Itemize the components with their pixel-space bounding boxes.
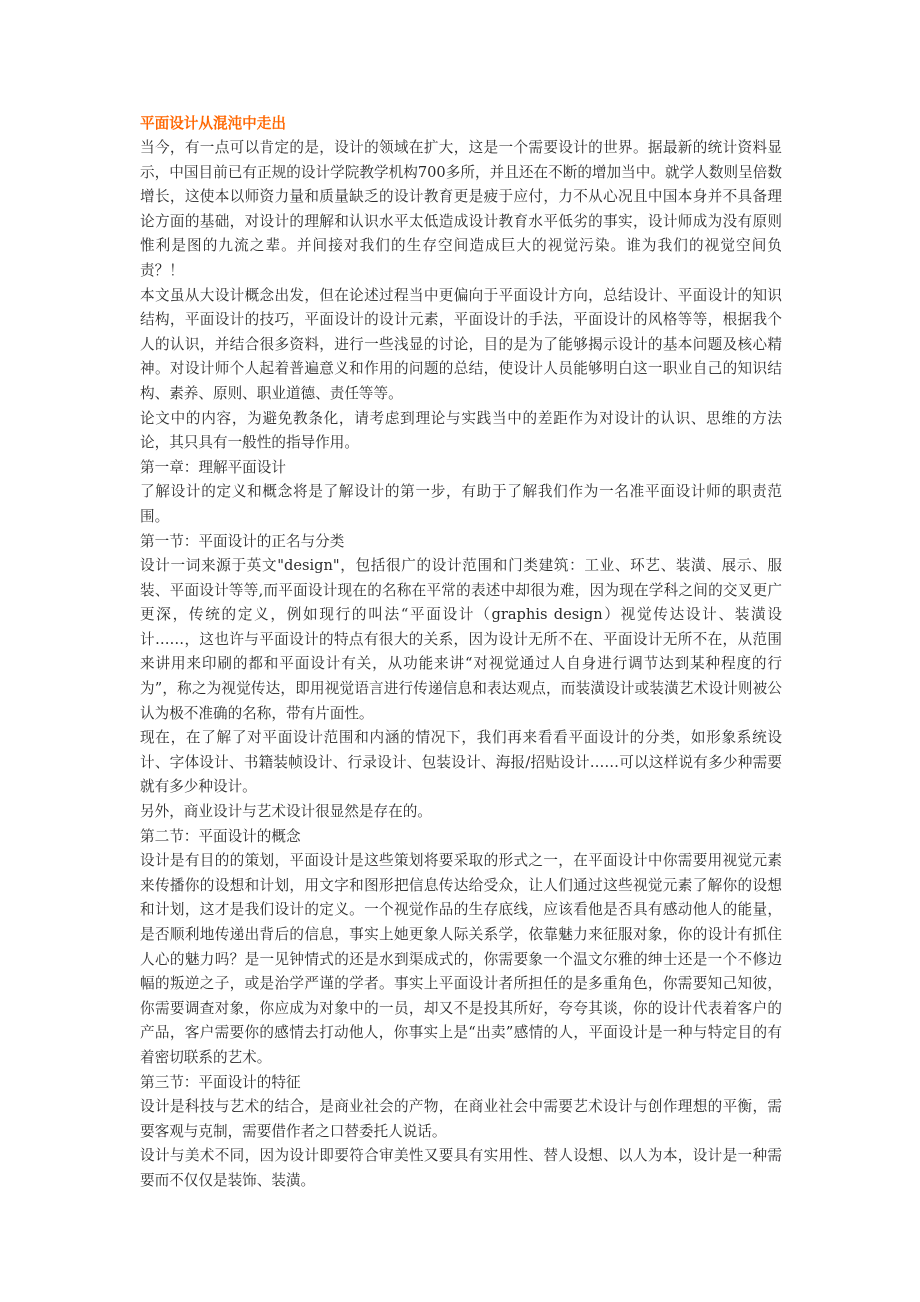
section-heading: 第一节：平面设计的正名与分类 [140, 532, 345, 550]
paragraph: 本文虽从大设计概念出发，但在论述过程当中更偏向于平面设计方向，总结设计、平面设计的知识结构，平面设计的技巧，平面设计的设计元素，平面设计的手法，平面设计的风格等等，根据我个人的认识，并结合很多资料，进行一些浅显的讨论，目的是为了能够揭示设计的基本问题及核心精神。对设计师个人起着普遍意义和作用的问题的总结，使设计人员能够明白这一职业自己的知识结构、素养、原则、职业道德、责任等等。 [140, 286, 782, 402]
paragraph: 设计与美术不同，因为设计即要符合审美性又要具有实用性、替人设想、以人为本，设计是一种需要而不仅仅是装饰、装潢。 [140, 1147, 782, 1189]
paragraph: 设计一词来源于英文"design"，包括很广的设计范围和门类建筑：工业、环艺、装潢、展示、服装、平面设计等等,而平面设计现在的名称在平常的表述中却很为难，因为现在学科之间的交叉更广更深，传统的定义，例如现行的叫法“平面设计（graphis design）视觉传达设计、装潢设计……，这也许与平面设计的特点有很大的关系，因为设计无所不在、平面设计无所不在，从范围来讲用来印刷的都和平面设计有关，从功能来讲“对视觉通过人自身进行调节达到某种程度的行为”，称之为视觉传达，即用视觉语言进行传递信息和表达观点，而装潢设计或装潢艺术设计则被公认为极不准确的名称，带有片面性。 [140, 557, 782, 722]
paragraph: 当今，有一点可以肯定的是，设计的领域在扩大，这是一个需要设计的世界。据最新的统计资料显示，中国目前已有正规的设计学院教学机构700多所，并且还在不断的增加当中。就学人数则呈倍数增长，这使本以师资力量和质量缺乏的设计教育更是疲于应付，力不从心况且中国本身并不具备理论方面的基础，对设计的理解和认识水平太低造成设计教育水平低劣的事实，设计师成为没有原则惟利是图的九流之辈。并间接对我们的生存空间造成巨大的视觉污染。谁为我们的视觉空间负责？！ [140, 139, 782, 279]
document-title: 平面设计从混沌中走出 [140, 115, 286, 132]
paragraph: 了解设计的定义和概念将是了解设计的第一步，有助于了解我们作为一名准平面设计师的职责范围。 [140, 483, 782, 525]
paragraph: 现在，在了解了对平面设计范围和内涵的情况下，我们再来看看平面设计的分类，如形象系统设计、字体设计、书籍装帧设计、行录设计、包装设计、海报/招贴设计……可以这样说有多少种需要就有多少种设计。 [140, 729, 782, 796]
paragraph: 设计是有目的的策划，平面设计是这些策划将要采取的形式之一，在平面设计中你需要用视觉元素来传播你的设想和计划，用文字和图形把信息传达给受众，让人们通过这些视觉元素了解你的设想和计划，这才是我们设计的定义。一个视觉作品的生存底线，应该看他是否具有感动他人的能量，是否顺利地传递出背后的信息，事实上她更象人际关系学，依靠魅力来征服对象，你的设计有抓住人心的魅力吗？是一见钟情式的还是水到渠成式的，你需要象一个温文尔雅的绅士还是一个不修边幅的叛逆之子，或是治学严谨的学者。事实上平面设计者所担任的是多重角色，你需要知己知彼，你需要调查对象，你应成为对象中的一员，却又不是投其所好，夸夸其谈，你的设计代表着客户的产品，客户需要你的感情去打动他人，你事实上是“出卖”感情的人，平面设计是一种与特定目的有着密切联系的艺术。 [140, 852, 782, 1066]
paragraph: 论文中的内容，为避免教条化，请考虑到理论与实践当中的差距作为对设计的认识、思维的方法论，其只具有一般性的指导作用。 [140, 409, 782, 452]
section-heading: 第三节：平面设计的特征 [140, 1073, 301, 1091]
paragraph: 另外，商业设计与艺术设计很显然是存在的。 [140, 803, 432, 821]
document-body [140, 136, 782, 1194]
section-heading: 第二节：平面设计的概念 [140, 827, 301, 845]
section-heading: 第一章：理解平面设计 [140, 458, 286, 476]
document-page [140, 112, 782, 1194]
paragraph: 设计是科技与艺术的结合，是商业社会的产物，在商业社会中需要艺术设计与创作理想的平衡，需要客观与克制，需要借作者之口替委托人说话。 [140, 1098, 782, 1140]
